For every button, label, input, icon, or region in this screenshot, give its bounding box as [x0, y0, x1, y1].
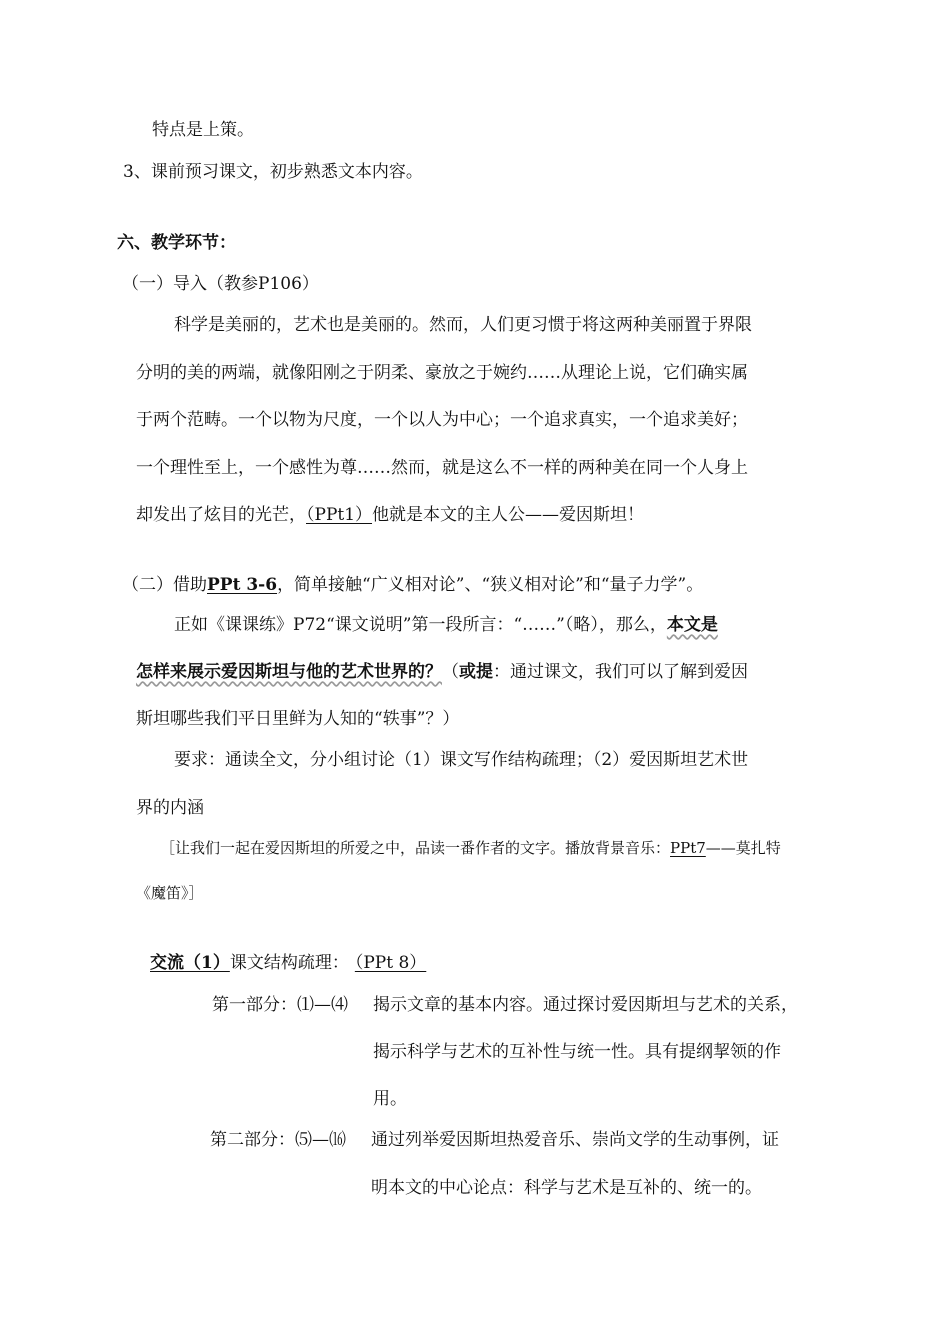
para-line-2-rest: ：通过课文，我们可以了解到爱因 — [493, 662, 748, 682]
note-line-2: 《魔笛》］ — [136, 884, 204, 902]
para-line-2 — [136, 660, 748, 684]
part2-heading — [122, 573, 703, 597]
part2-prefix: （二）借助 — [122, 575, 207, 595]
intro-line-1: 科学是美丽的，艺术也是美丽的。然而，人们更习惯于将这两种美丽置于界限 — [174, 315, 752, 335]
part-one-line-2: 揭示科学与艺术的互补性与统一性。具有提纲挈领的作 — [373, 1042, 781, 1062]
intro-line-3: 于两个范畴。一个以物为尺度，一个以人为中心；一个追求真实，一个追求美好； — [136, 410, 748, 430]
para-line-1 — [174, 613, 718, 637]
intro-line-4: 一个理性至上，一个感性为尊……然而，就是这么不一样的两种美在同一个人身上 — [136, 458, 748, 478]
requirement-line-1: 要求：通读全文，分小组讨论（1）课文写作结构疏理；（2）爱因斯坦艺术世 — [174, 750, 749, 770]
note-line-1 — [160, 836, 781, 860]
note-line-1-pre: ［让我们一起在爱因斯坦的所爱之中，品读一番作者的文字。播放背景音乐： — [160, 839, 671, 857]
intro-line-5 — [136, 503, 644, 527]
section-heading: 六、教学环节： — [117, 233, 236, 253]
para-line-3: 斯坦哪些我们平日里鲜为人知的“轶事”？） — [136, 709, 460, 729]
intro-line-5-post: 他就是本文的主人公——爱因斯坦！ — [372, 505, 645, 525]
ppt1-reference: （PPt1） — [306, 505, 373, 525]
part2-suffix: ，简单接触“广义相对论”、“狭义相对论”和“量子力学”。 — [277, 575, 704, 595]
question-bold-1: 本文是 — [666, 615, 718, 635]
prep-strategy-tail: 特点是上策。 — [152, 120, 254, 140]
exchange-heading — [142, 951, 426, 975]
prep-item-3: 3、课前预习课文，初步熟悉文本内容。 — [123, 162, 423, 182]
part-one-name: 第一部分：⑴—⑷ — [212, 995, 348, 1015]
ppt7-reference: PPt7 — [670, 839, 706, 857]
question-bold-2: 怎样来展示爱因斯坦与他的艺术世界的？ — [136, 662, 442, 682]
part-two-line-1: 通过列举爱因斯坦热爱音乐、崇尚文学的生动事例，证 — [371, 1130, 779, 1150]
part-two-name: 第二部分：⑸—⒃ — [210, 1130, 346, 1150]
para-line-2-paren: （ — [442, 662, 459, 682]
part1-heading: （一）导入（教参P106） — [122, 274, 319, 294]
note-line-1-post: ——莫扎特 — [705, 839, 781, 857]
para-line-1-pre: 正如《课课练》P72“课文说明”第一段所言：“……”（略），那么， — [174, 615, 667, 635]
intro-line-2: 分明的美的两端，就像阳刚之于阴柔、豪放之于婉约……从理论上说，它们确实属 — [136, 363, 748, 383]
part-two-line-2: 明本文的中心论点：科学与艺术是互补的、统一的。 — [371, 1178, 762, 1198]
part-one-line-3: 用。 — [373, 1089, 407, 1109]
exchange-label: 交流（1） — [150, 953, 230, 973]
part-one-line-1: 揭示文章的基本内容。通过探讨爱因斯坦与艺术的关系， — [373, 995, 798, 1015]
intro-line-5-pre: 却发出了炫目的光芒， — [136, 505, 306, 525]
exchange-label-rest: 课文结构疏理： — [229, 953, 349, 973]
requirement-line-2: 界的内涵 — [136, 798, 204, 818]
alt-question-label: 或提 — [459, 662, 493, 682]
ppt3-6-reference: PPt 3-6 — [207, 575, 278, 595]
ppt8-reference: （PPt 8） — [354, 953, 427, 973]
